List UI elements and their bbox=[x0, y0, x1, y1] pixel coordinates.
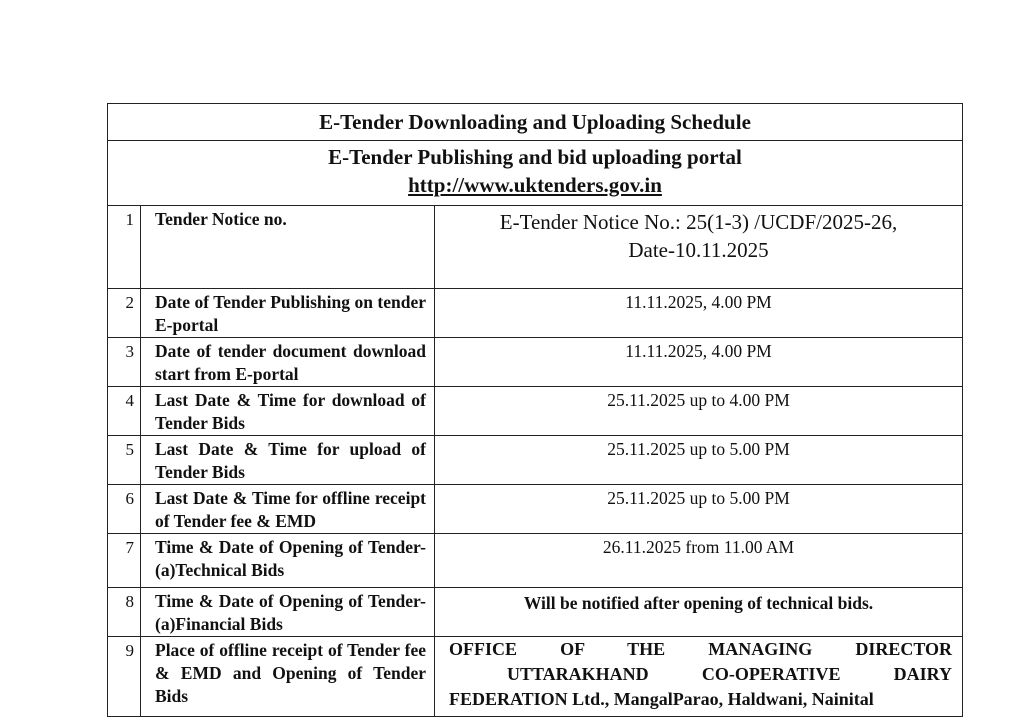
table-row bbox=[108, 289, 963, 338]
table-title: E-Tender Downloading and Uploading Schedule bbox=[108, 104, 963, 141]
row-label: Last Date & Time for upload of Tender Bids bbox=[141, 436, 435, 485]
table-row bbox=[108, 588, 963, 637]
row-value: 26.11.2025 from 11.00 AM bbox=[435, 534, 963, 588]
row-label: Time & Date of Opening of Tender- (a)Financial Bids bbox=[141, 588, 435, 637]
row-label: Last Date & Time for offline receipt of Tender fee & EMD bbox=[141, 485, 435, 534]
notice-number: E-Tender Notice No.: 25(1-3) /UCDF/2025-26, bbox=[499, 210, 898, 234]
row-value: 25.11.2025 up to 5.00 PM bbox=[435, 436, 963, 485]
row-label: Date of Tender Publishing on tender E-portal bbox=[141, 289, 435, 338]
table-row bbox=[108, 534, 963, 588]
table-row bbox=[108, 338, 963, 387]
row-number: 1 bbox=[108, 206, 141, 289]
table-row bbox=[108, 436, 963, 485]
row-label: Place of offline receipt of Tender fee & EMD and Opening of Tender Bids bbox=[141, 637, 435, 717]
row-number: 8 bbox=[108, 588, 141, 637]
tender-schedule-table bbox=[107, 103, 963, 717]
office-line-2: UTTARAKHAND CO-OPERATIVE DAIRY bbox=[507, 664, 953, 684]
row-number: 6 bbox=[108, 485, 141, 534]
row-label: Tender Notice no. bbox=[141, 206, 435, 289]
notice-date: Date-10.11.2025 bbox=[628, 238, 769, 262]
row-label: Last Date & Time for download of Tender Bids bbox=[141, 387, 435, 436]
portal-url-link[interactable]: http://www.uktenders.gov.in bbox=[408, 173, 662, 197]
row-value: Will be notified after opening of technical bids. bbox=[435, 588, 963, 637]
row-value: 11.11.2025, 4.00 PM bbox=[435, 338, 963, 387]
row-number: 2 bbox=[108, 289, 141, 338]
table-row bbox=[108, 206, 963, 289]
table-row bbox=[108, 387, 963, 436]
row-label: Date of tender document download start from E-portal bbox=[141, 338, 435, 387]
portal-cell bbox=[108, 141, 963, 206]
table-title-row bbox=[108, 104, 963, 141]
table-row bbox=[108, 485, 963, 534]
row-label: Time & Date of Opening of Tender- (a)Technical Bids bbox=[141, 534, 435, 588]
row-number: 9 bbox=[108, 637, 141, 717]
office-address bbox=[435, 637, 963, 717]
portal-title: E-Tender Publishing and bid uploading portal bbox=[328, 145, 742, 169]
table-row bbox=[108, 637, 963, 717]
row-number: 7 bbox=[108, 534, 141, 588]
office-line-3: FEDERATION Ltd., MangalParao, Haldwani, Nainital bbox=[449, 689, 874, 709]
row-number: 4 bbox=[108, 387, 141, 436]
row-number: 5 bbox=[108, 436, 141, 485]
row-value: 25.11.2025 up to 5.00 PM bbox=[435, 485, 963, 534]
office-line-1: OFFICE OF THE MANAGING DIRECTOR bbox=[449, 639, 953, 659]
portal-row bbox=[108, 141, 963, 206]
row-value: 11.11.2025, 4.00 PM bbox=[435, 289, 963, 338]
row-value bbox=[435, 206, 963, 289]
row-value: 25.11.2025 up to 4.00 PM bbox=[435, 387, 963, 436]
row-number: 3 bbox=[108, 338, 141, 387]
